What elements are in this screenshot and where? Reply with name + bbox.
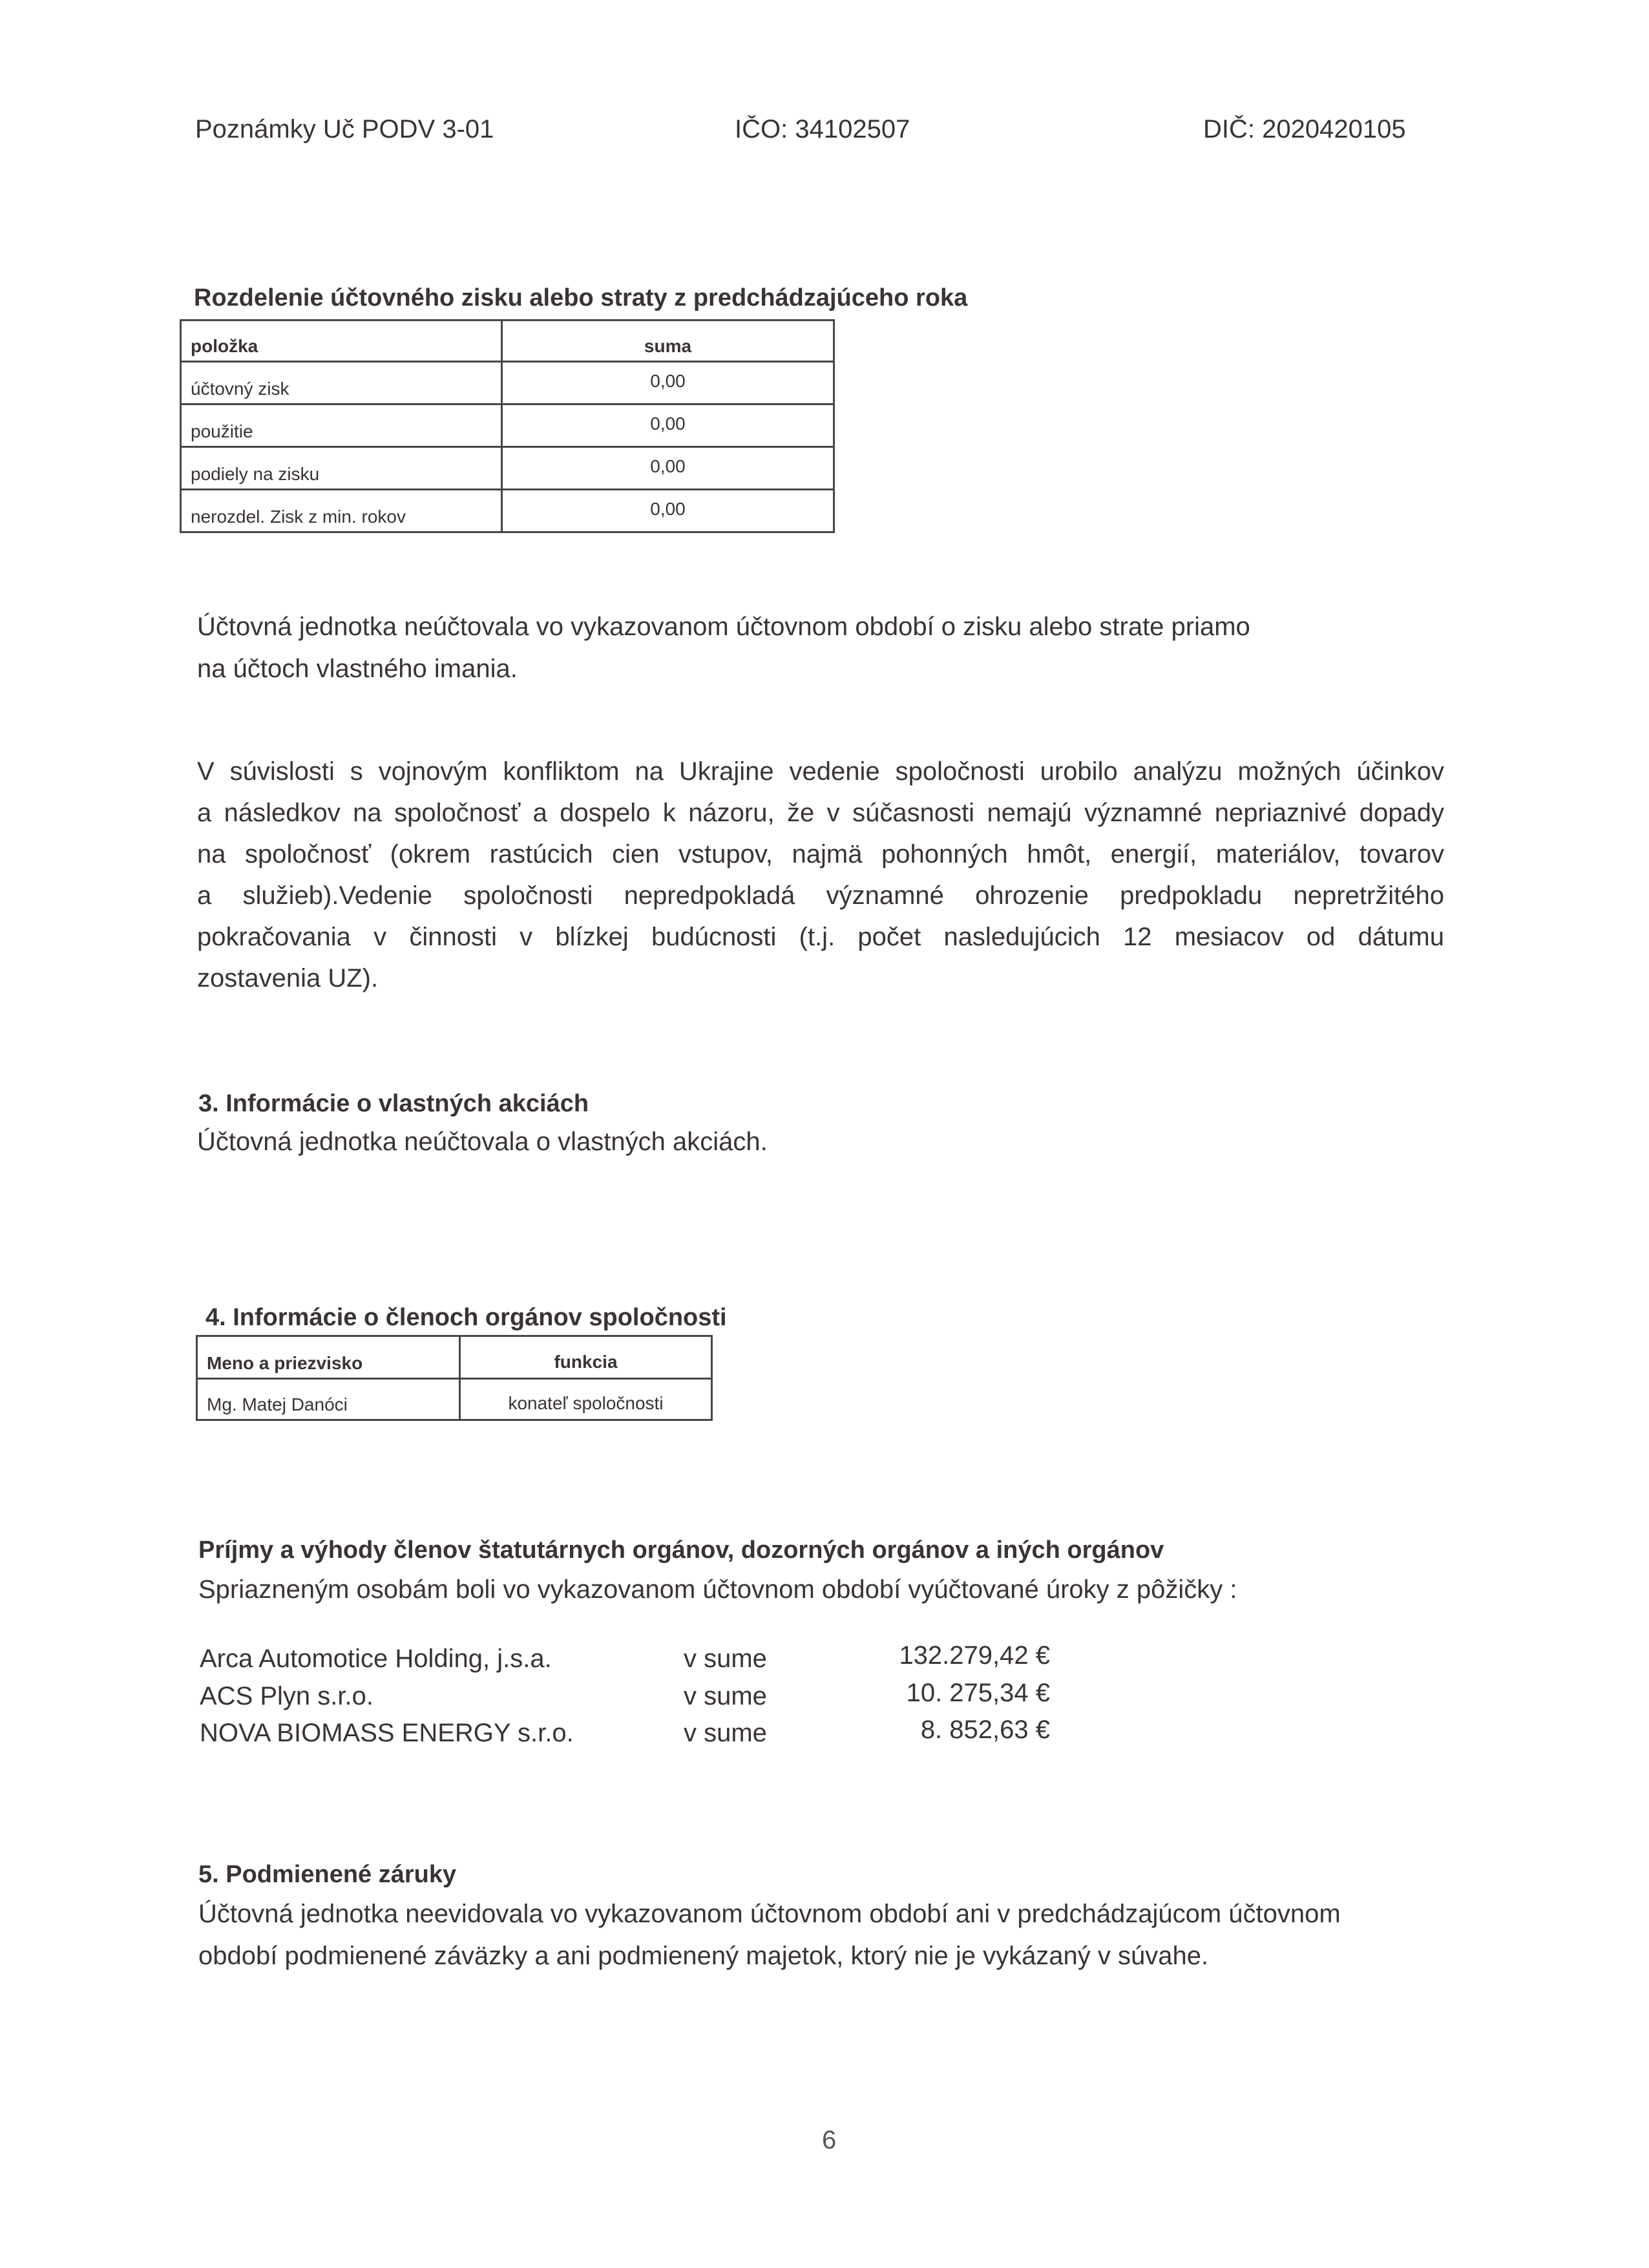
- section5-title: 5. Podmienené záruky: [198, 1861, 457, 1888]
- paragraph-line: pokračovania v činnosti v blízkej budúcnosti (t.j. počet nasledujúcich 12 mesiacov od dátumu: [197, 923, 1444, 951]
- paragraph-line: a následkov na spoločnosť a dospelo k názoru, že v súčasnosti nemajú významné nepriaznivé dopady: [197, 799, 1444, 827]
- income-section-title: Príjmy a výhody členov štatutárnych orgánov, dozorných orgánov a iných orgánov: [198, 1537, 1164, 1564]
- table-row: [181, 404, 834, 447]
- income-intro: Spriazneným osobám boli vo vykazovanom účtovnom období vyúčtované úroky z pôžičky :: [198, 1575, 1237, 1604]
- member-role: konateľ spoločnosti: [460, 1379, 712, 1420]
- war-impact-paragraph: [197, 751, 1444, 999]
- table-row: [181, 490, 834, 532]
- col-header-name: Meno a priezvisko: [197, 1336, 460, 1379]
- section3-title: 3. Informácie o vlastných akciách: [198, 1090, 589, 1117]
- row-amount: 0,00: [502, 362, 834, 404]
- table-row: [197, 1379, 712, 1420]
- row-item: použitie: [181, 404, 502, 447]
- related-party-amount: 10. 275,34 €: [906, 1679, 1050, 1707]
- table-header-row: [197, 1336, 712, 1379]
- paragraph-line: V súvislosti s vojnovým konfliktom na Ukrajine vedenie spoločnosti urobilo analýzu možných účinkov: [197, 757, 1444, 786]
- table-header-row: [181, 320, 834, 362]
- paragraph-line: zostavenia UZ).: [197, 964, 379, 992]
- table-row: [181, 447, 834, 490]
- header-dic: DIČ: 2020420105: [1203, 115, 1406, 143]
- related-party-name: ACS Plyn s.r.o.: [200, 1682, 373, 1710]
- col-header-role: funkcia: [460, 1336, 712, 1379]
- table-row: [181, 362, 834, 404]
- related-party-label: v sume: [684, 1719, 767, 1747]
- page-number: 6: [822, 2126, 837, 2154]
- row-amount: 0,00: [502, 404, 834, 447]
- row-item: účtovný zisk: [181, 362, 502, 404]
- paragraph-line: na spoločnosť (okrem rastúcich cien vstupov, najmä pohonných hmôt, energií, materiálov, tovarov: [197, 840, 1444, 868]
- board-members-table: [196, 1335, 713, 1421]
- related-party-label: v sume: [684, 1644, 767, 1673]
- row-item: nerozdel. Zisk z min. rokov: [181, 490, 502, 532]
- row-amount: 0,00: [502, 447, 834, 490]
- paragraph-line: a služieb).Vedenie spoločnosti nepredpokladá významné ohrozenie predpokladu nepretržitého: [197, 881, 1444, 910]
- distribution-note-line-1: Účtovná jednotka neúčtovala vo vykazovanom účtovnom období o zisku alebo strate priamo: [197, 613, 1250, 641]
- header-ico: IČO: 34102507: [735, 115, 910, 143]
- member-name: Mg. Matej Danóci: [197, 1379, 460, 1420]
- distribution-title: Rozdelenie účtovného zisku alebo straty z predchádzajúceho roka: [194, 284, 968, 311]
- row-item: podiely na zisku: [181, 447, 502, 490]
- related-party-amount: 132.279,42 €: [899, 1641, 1050, 1670]
- section4-title: 4. Informácie o členoch orgánov spoločnosti: [205, 1304, 727, 1331]
- header-document-ref: Poznámky Uč PODV 3-01: [195, 115, 494, 143]
- related-party-label: v sume: [684, 1682, 767, 1710]
- col-header-amount: suma: [502, 320, 834, 362]
- row-amount: 0,00: [502, 490, 834, 532]
- section5-text-line-1: Účtovná jednotka neevidovala vo vykazovanom účtovnom období ani v predchádzajúcom účtovnom: [198, 1900, 1341, 1928]
- related-party-amount: 8. 852,63 €: [920, 1716, 1050, 1744]
- distribution-table: [180, 319, 835, 533]
- related-party-name: NOVA BIOMASS ENERGY s.r.o.: [200, 1719, 574, 1747]
- section3-text: Účtovná jednotka neúčtovala o vlastných akciách.: [197, 1128, 768, 1156]
- distribution-note-line-2: na účtoch vlastného imania.: [197, 655, 518, 683]
- section5-text-line-2: období podmienené záväzky a ani podmienený majetok, ktorý nie je vykázaný v súvahe.: [198, 1942, 1209, 1970]
- related-party-name: Arca Automotice Holding, j.s.a.: [200, 1644, 552, 1673]
- col-header-item: položka: [181, 320, 502, 362]
